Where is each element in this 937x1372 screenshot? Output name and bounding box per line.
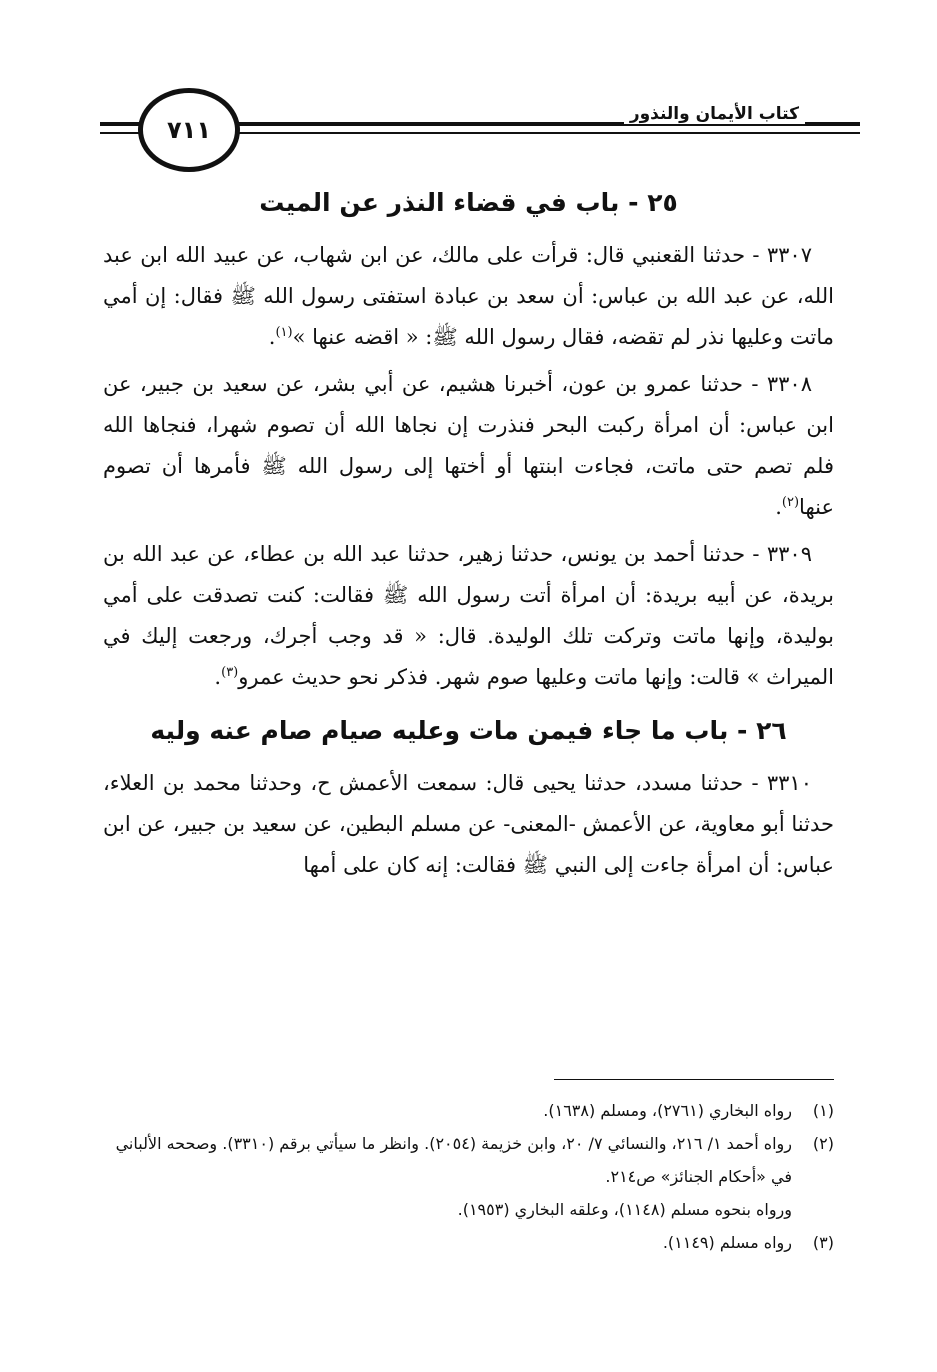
- footnote: [103, 1127, 834, 1193]
- footnote-ref: (٢): [781, 495, 800, 510]
- section-heading: ٢٦ - باب ما جاء فيمن مات وعليه صيام صام عنه وليه: [150, 716, 787, 745]
- punctuation: .: [214, 665, 222, 689]
- hadith-text: ٣٣٠٩ - حدثنا أحمد بن يونس، حدثنا زهير، حدثنا عبد الله بن عطاء، عن عبد الله بن بريدة، عن أبيه بريدة: أن امرأة أتت رسول الله ﷺ فقالت: كنت تصدقت على أمي بوليدة، وإنها ماتت وتركت تلك الوليدة. قال: « قد وجب أجرك، ورجعت إليك في الميراث » قالت: وإنها ماتت وعليها صوم شهر. فذكر نحو حديث عمرو: [103, 542, 834, 689]
- hadith-text: ٣٣١٠ - حدثنا مسدد، حدثنا يحيى قال: سمعت الأعمش ح، وحدثنا محمد بن العلاء، حدثنا أبو معاوية، عن الأعمش -المعنى- عن مسلم البطين، عن سعيد بن جبير، عن ابن عباس: أن امرأة جاءت إلى النبي ﷺ فقالت: إنه كان على أمها: [103, 771, 834, 877]
- hadith-text: ٣٣٠٨ - حدثنا عمرو بن عون، أخبرنا هشيم، عن أبي بشر، عن سعيد بن جبير، عن ابن عباس: أن امرأة ركبت البحر فنذرت إن نجاها الله أن تصوم شهرا، فنجاها الله فلم تصم حتى ماتت، فجاءت ابنتها أو أختها إلى رسول الله ﷺ فأمرها أن تصوم عنها: [103, 372, 834, 519]
- footnote-separator: [554, 1079, 834, 1080]
- footnote: [103, 1226, 834, 1259]
- footnote: [103, 1094, 834, 1127]
- footnote-number: (١): [812, 1101, 834, 1120]
- hadith-paragraph: [103, 763, 834, 886]
- punctuation: .: [775, 495, 782, 519]
- section-heading: ٢٥ - باب في قضاء النذر عن الميت: [259, 188, 678, 217]
- footnote-ref: (٣): [221, 665, 239, 680]
- hadith-paragraph: [103, 235, 834, 358]
- page-header: [100, 88, 860, 168]
- footnote-continuation: ورواه بنحوه مسلم (١١٤٨)، وعلقه البخاري (١٩٥٣).: [457, 1200, 792, 1219]
- footnote-text: رواه مسلم (١١٤٩).: [662, 1233, 792, 1252]
- book-title: كتاب الأيمان والنذور: [624, 104, 805, 124]
- footnote-text: رواه البخاري (٢٧٦١)، ومسلم (١٦٣٨).: [543, 1101, 792, 1120]
- hadith-paragraph: [103, 534, 834, 698]
- hadith-paragraph: [103, 364, 834, 528]
- main-content: [103, 180, 834, 892]
- page-number: ٧١١: [138, 88, 240, 172]
- footnotes: [103, 1094, 834, 1259]
- footnote-number: (٢): [812, 1134, 834, 1153]
- footnote-ref: (١): [275, 325, 293, 340]
- punctuation: .: [268, 325, 276, 349]
- footnote-text: رواه أحمد ١/ ٢١٦، والنسائي ٧/ ٢٠، وابن خزيمة (٢٠٥٤). وانظر ما سيأتي برقم (٣٣١٠). وصححه الألباني في «أحكام الجنائز» ص٢١٤.: [115, 1134, 792, 1186]
- footnote-number: (٣): [812, 1233, 834, 1252]
- hadith-text: ٣٣٠٧ - حدثنا القعنبي قال: قرأت على مالك، عن ابن شهاب، عن عبيد الله ابن عبد الله، عن عبد الله بن عباس: أن سعد بن عبادة استفتى رسول الله ﷺ فقال: إن أمي ماتت وعليها نذر لم تقضه، فقال رسول الله ﷺ: « اقضه عنها »: [103, 243, 834, 349]
